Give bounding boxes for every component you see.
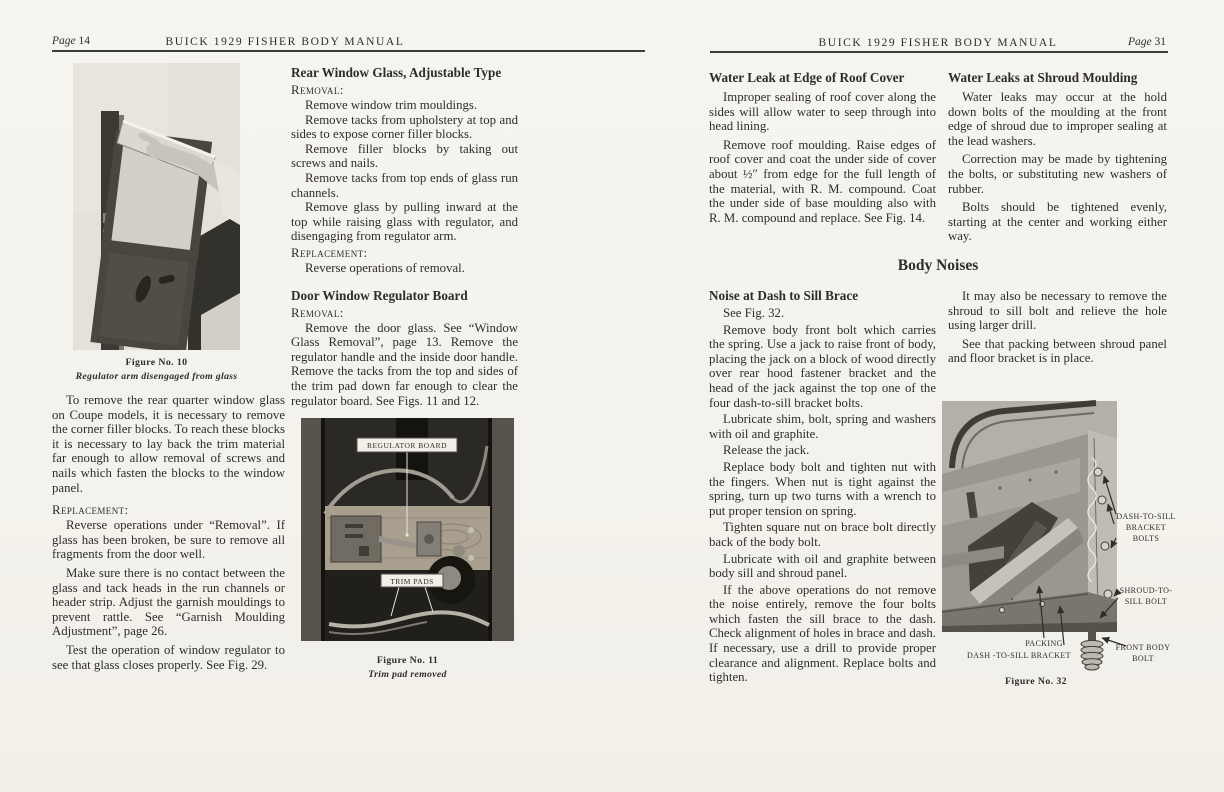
paragraph: Remove body front bolt which carries the spring. Use a jack to raise front of body, placing the jack on a block of wood directly over rear hood fastener bracket and the head of the jack against the top one of the four dash-to-sill bracket bolts. xyxy=(709,322,936,410)
removal-label: Removal: xyxy=(291,305,344,320)
paragraph: Lubricate with oil and graphite between body sill and shroud panel. xyxy=(709,551,936,581)
figure-11-subcaption: Trim pad removed xyxy=(368,669,447,680)
paragraph: Release the jack. xyxy=(723,443,810,458)
dash-to-sill-bracket-bolts-label-line2: BRACKET xyxy=(1125,523,1167,532)
paragraph: Remove roof moulding. Raise edges of roof cover and coat the under side of cover about ½″ from edge for the full length of the material, with R. M. compound. Coat the under side of base moulding also with R. M. compound and replace. See Fig. 14. xyxy=(709,137,936,225)
paragraph: Water leaks may occur at the hold down bolts of the moulding at the front edge of shroud due to improper sealing at the lead washers. xyxy=(948,90,1167,148)
paragraph: It may also be necessary to remove the shroud to sill bolt and relieve the hole using larger drill. xyxy=(948,289,1167,333)
section-heading: Door Window Regulator Board xyxy=(291,287,468,303)
paragraph: Test the operation of window regulator to see that glass closes properly. See Fig. 29. xyxy=(52,642,285,672)
body-noises-heading: Body Noises xyxy=(897,257,979,274)
left-page-column-1 xyxy=(52,393,285,672)
paragraph: To remove the rear quarter window glass on Coupe models, it is necessary to remove the corner filler blocks. To reach these blocks it is necessary to lay back the trim material far enough to allow removal of screws and nails which fasten the blocks to the window panel. xyxy=(52,393,285,495)
right-page-num: 31 xyxy=(1154,36,1166,48)
step: Remove glass by pulling inward at the top while raising glass with regulator, and disengaging from regulator arm. xyxy=(291,200,518,244)
figure-32-artwork xyxy=(942,401,1126,670)
paragraph: Lubricate shim, bolt, spring and washers with oil and graphite. xyxy=(709,412,936,441)
trim-pads-label: TRIM PADS xyxy=(390,577,434,586)
replacement-label: Replacement: xyxy=(52,503,129,518)
section-heading: Rear Window Glass, Adjustable Type xyxy=(291,65,502,80)
left-page-num: 14 xyxy=(78,35,91,47)
step: Remove tacks from top ends of glass run channels. xyxy=(291,170,518,200)
right-page-column-1-lower xyxy=(709,288,936,685)
left-running-head: BUICK 1929 FISHER BODY MANUAL xyxy=(165,36,405,48)
dash-to-sill-bracket-bolts-label-line3: BOLTS xyxy=(1132,534,1160,543)
figure-32-photo xyxy=(940,396,1180,674)
figure-10-photo xyxy=(73,63,240,350)
dash-to-sill-bracket-bolts-label-line1: DASH-TO-SILL xyxy=(1116,512,1176,521)
dash-to-sill-bracket-label: DASH -TO-SILL BRACKET xyxy=(967,651,1071,660)
step: Remove window trim mouldings. xyxy=(305,98,478,112)
right-page-column-2-lower xyxy=(948,289,1167,366)
paragraph: Correction may be made by tightening the bolts, or substituting new washers of rubber. xyxy=(948,152,1167,196)
step: Remove tacks from upholstery at top and sides to expose corner filler blocks. xyxy=(291,112,518,142)
figure-11-artwork xyxy=(301,418,514,641)
right-page-number xyxy=(1100,36,1166,48)
figure-10-artwork xyxy=(73,63,240,350)
packing-label: PACKING xyxy=(1025,639,1063,648)
paragraph: Reverse operations of removal. xyxy=(305,260,465,275)
replacement-label: Replacement: xyxy=(291,245,368,260)
paragraph: Tighten square nut on brace bolt directly back of the body bolt. xyxy=(709,520,936,549)
figure-10-caption: Figure No. 10 xyxy=(125,357,188,368)
front-body-bolt-label-line2: BOLT xyxy=(1132,654,1154,663)
paragraph: Remove the door glass. See “Window Glass Removal”, page 13. Remove the regulator handle and the inside door handle. Remove the tacks from the top and sides of the trim pad down far enough to clear the regulator board. See Figs. 11 and 12. xyxy=(291,320,518,408)
shroud-to-sill-bolt-label-line2: SILL BOLT xyxy=(1124,597,1168,606)
left-page-column-2 xyxy=(291,65,518,408)
removal-label: Removal: xyxy=(291,83,344,97)
front-body-bolt-label-line1: FRONT BODY xyxy=(1115,643,1171,652)
right-page-column-1-upper xyxy=(709,70,936,225)
right-running-head: BUICK 1929 FISHER BODY MANUAL xyxy=(818,37,1058,49)
right-header-rule xyxy=(710,51,1168,53)
regulator-board-label: REGULATOR BOARD xyxy=(366,441,448,450)
left-header-rule xyxy=(52,50,645,52)
paragraph: Replace body bolt and tighten nut with the fingers. When nut is tight against the spring, turn up two turns with a wrench to put proper tension on spring. xyxy=(709,459,936,518)
figure-11-caption: Figure No. 11 xyxy=(376,655,439,666)
paragraph: If the above operations do not remove the noise entirely, remove the four bolts which fasten the sill brace to the dash. Check alignment of holes in brace and dash. If necessary, use a drill to provide proper clearance and alignment. Replace bolts and tighten. xyxy=(709,582,936,685)
right-page-word: Page xyxy=(1127,36,1152,48)
left-page-word: Page xyxy=(52,35,76,47)
paragraph: Make sure there is no contact between the glass and tack heads in the run channels or header strip. Adjust the garnish mouldings to prevent rattle. See “Garnish Moulding Adjustment”, page 26. xyxy=(52,565,285,639)
section-heading: Noise at Dash to Sill Brace xyxy=(709,288,859,303)
paragraph: Improper sealing of roof cover along the sides will allow water to seep through into head lining. xyxy=(709,90,936,134)
paragraph: See Fig. 32. xyxy=(723,306,785,320)
section-heading: Water Leaks at Shroud Moulding xyxy=(948,70,1138,85)
paragraph: Bolts should be tightened evenly, starting at the center and working either way. xyxy=(948,200,1167,244)
figure-32-caption: Figure No. 32 xyxy=(1005,676,1067,687)
section-heading: Water Leak at Edge of Roof Cover xyxy=(709,70,905,85)
step: Remove filler blocks by taking out screws and nails. xyxy=(291,141,518,171)
paragraph: See that packing between shroud panel and floor bracket is in place. xyxy=(948,336,1167,366)
figure-10-subcaption: Regulator arm disengaged from glass xyxy=(75,371,238,382)
shroud-to-sill-bolt-label-line1: SHROUD-TO- xyxy=(1119,586,1173,595)
paragraph: Reverse operations under “Removal”. If glass has been broken, be sure to remove all fragments from the door well. xyxy=(52,518,285,562)
right-page-column-2-upper xyxy=(948,70,1167,244)
figure-11-photo xyxy=(301,418,514,641)
